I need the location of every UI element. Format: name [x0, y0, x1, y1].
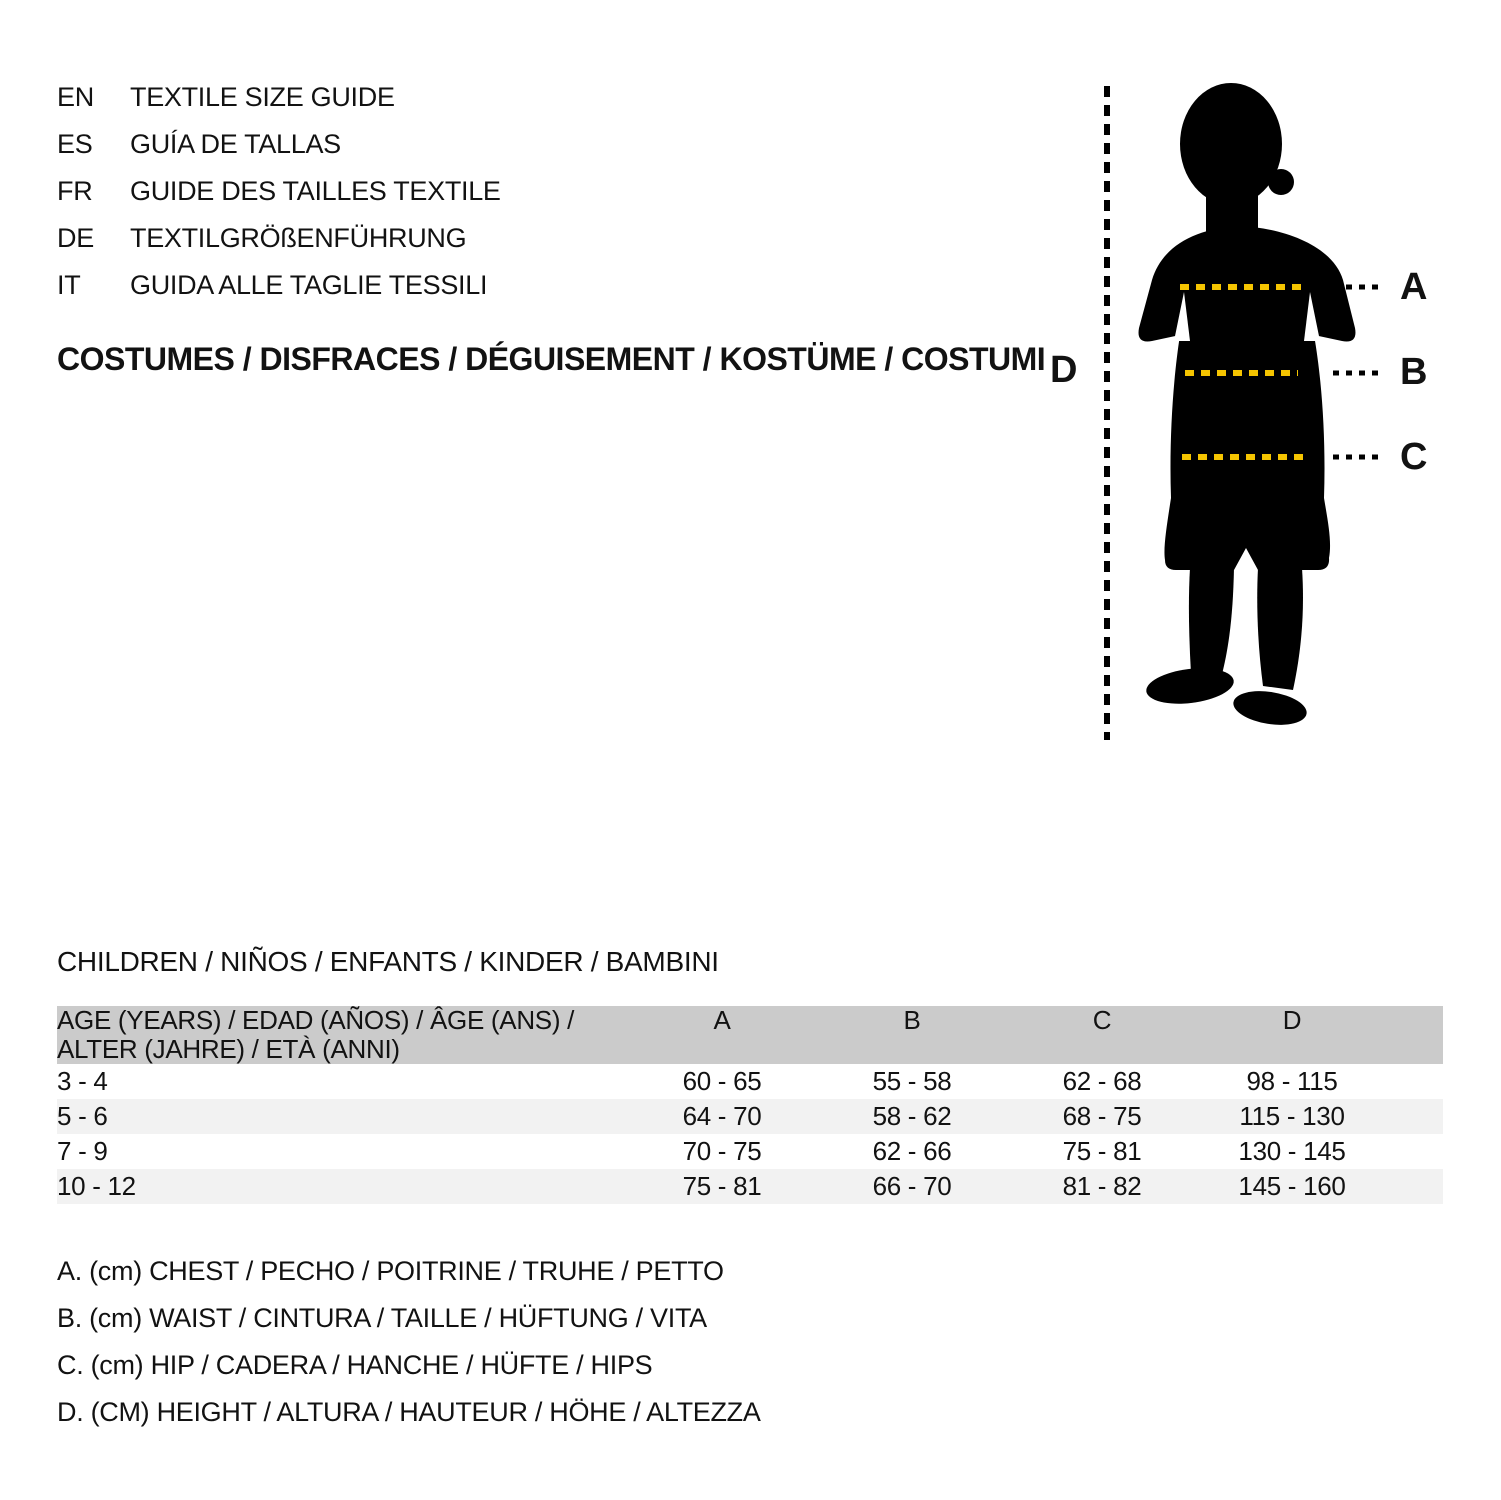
- language-item-fr: [57, 168, 501, 215]
- age-cell: 5 - 6: [57, 1101, 108, 1131]
- waist-cell: 55 - 58: [872, 1066, 952, 1096]
- hip-cell: 75 - 81: [1062, 1136, 1142, 1166]
- size-table-header-row: [57, 1006, 1443, 1064]
- height-cell: 130 - 145: [1238, 1136, 1346, 1166]
- table-row: [57, 1134, 1443, 1169]
- age-header-line1: AGE (YEARS) / EDAD (AÑOS) / ÂGE (ANS) /: [57, 1005, 575, 1035]
- child-silhouette-graphic: [1040, 80, 1480, 748]
- chest-cell: 70 - 75: [682, 1136, 762, 1166]
- table-row: [57, 1064, 1443, 1099]
- legend-hip: C. (cm) HIP / CADERA / HANCHE / HÜFTE / HIPS: [57, 1350, 653, 1380]
- age-column-header: [57, 1006, 627, 1064]
- height-cell: 145 - 160: [1238, 1171, 1346, 1201]
- language-label: TEXTILE SIZE GUIDE: [130, 82, 395, 112]
- height-label: D: [1050, 349, 1078, 391]
- column-header-a: A: [713, 1005, 731, 1035]
- waist-cell: 58 - 62: [872, 1101, 952, 1131]
- language-item-en: [57, 74, 501, 121]
- child-silhouette: [1139, 83, 1356, 730]
- age-header-line2: ALTER (JAHRE) / ETÀ (ANNI): [57, 1034, 400, 1064]
- age-cell: 3 - 4: [57, 1066, 108, 1096]
- language-code: EN: [57, 82, 94, 112]
- age-cell: 10 - 12: [57, 1171, 136, 1201]
- hip-cell: 62 - 68: [1062, 1066, 1142, 1096]
- spacer-cell: [1387, 1169, 1443, 1204]
- chest-cell: 60 - 65: [682, 1066, 762, 1096]
- chest-cell: 75 - 81: [682, 1171, 762, 1201]
- spacer-cell: [1387, 1064, 1443, 1099]
- measurement-legend: [57, 1248, 761, 1436]
- spacer-column-header: [1387, 1006, 1443, 1064]
- language-item-it: [57, 262, 501, 309]
- children-section-title: CHILDREN / NIÑOS / ENFANTS / KINDER / BAMBINI: [57, 946, 719, 977]
- size-table: [57, 1006, 1443, 1204]
- chest-label: A: [1400, 266, 1428, 308]
- table-row: [57, 1169, 1443, 1204]
- hip-cell: 68 - 75: [1062, 1101, 1142, 1131]
- language-label: GUIDA ALLE TAGLIE TESSILI: [130, 270, 488, 300]
- legend-waist: B. (cm) WAIST / CINTURA / TAILLE / HÜFTUNG / VITA: [57, 1303, 707, 1333]
- category-title: COSTUMES / DISFRACES / DÉGUISEMENT / KOSTÜME / COSTUMI: [57, 341, 1046, 377]
- height-cell: 98 - 115: [1246, 1066, 1338, 1096]
- column-header-b: B: [903, 1005, 921, 1035]
- column-header-c: C: [1092, 1005, 1112, 1035]
- hip-cell: 81 - 82: [1062, 1171, 1142, 1201]
- waist-cell: 62 - 66: [872, 1136, 952, 1166]
- legend-height: D. (CM) HEIGHT / ALTURA / HAUTEUR / HÖHE / ALTEZZA: [57, 1397, 761, 1427]
- column-header-d: D: [1282, 1005, 1302, 1035]
- spacer-cell: [1387, 1099, 1443, 1134]
- size-figure: [1040, 80, 1480, 748]
- language-label: GUÍA DE TALLAS: [130, 129, 341, 159]
- waist-cell: 66 - 70: [872, 1171, 952, 1201]
- language-item-de: [57, 215, 501, 262]
- age-cell: 7 - 9: [57, 1136, 108, 1166]
- language-code: IT: [57, 270, 81, 300]
- language-label: TEXTILGRÖßENFÜHRUNG: [130, 223, 467, 253]
- legend-chest: A. (cm) CHEST / PECHO / POITRINE / TRUHE / PETTO: [57, 1256, 724, 1286]
- chest-cell: 64 - 70: [682, 1101, 762, 1131]
- height-cell: 115 - 130: [1239, 1101, 1345, 1131]
- language-item-es: [57, 121, 501, 168]
- language-label: GUIDE DES TAILLES TEXTILE: [130, 176, 501, 206]
- language-list: [57, 74, 501, 309]
- table-row: [57, 1099, 1443, 1134]
- spacer-cell: [1387, 1134, 1443, 1169]
- language-code: DE: [57, 223, 94, 253]
- hip-label: C: [1400, 436, 1428, 478]
- language-code: FR: [57, 176, 93, 206]
- waist-label: B: [1400, 351, 1428, 393]
- language-code: ES: [57, 129, 93, 159]
